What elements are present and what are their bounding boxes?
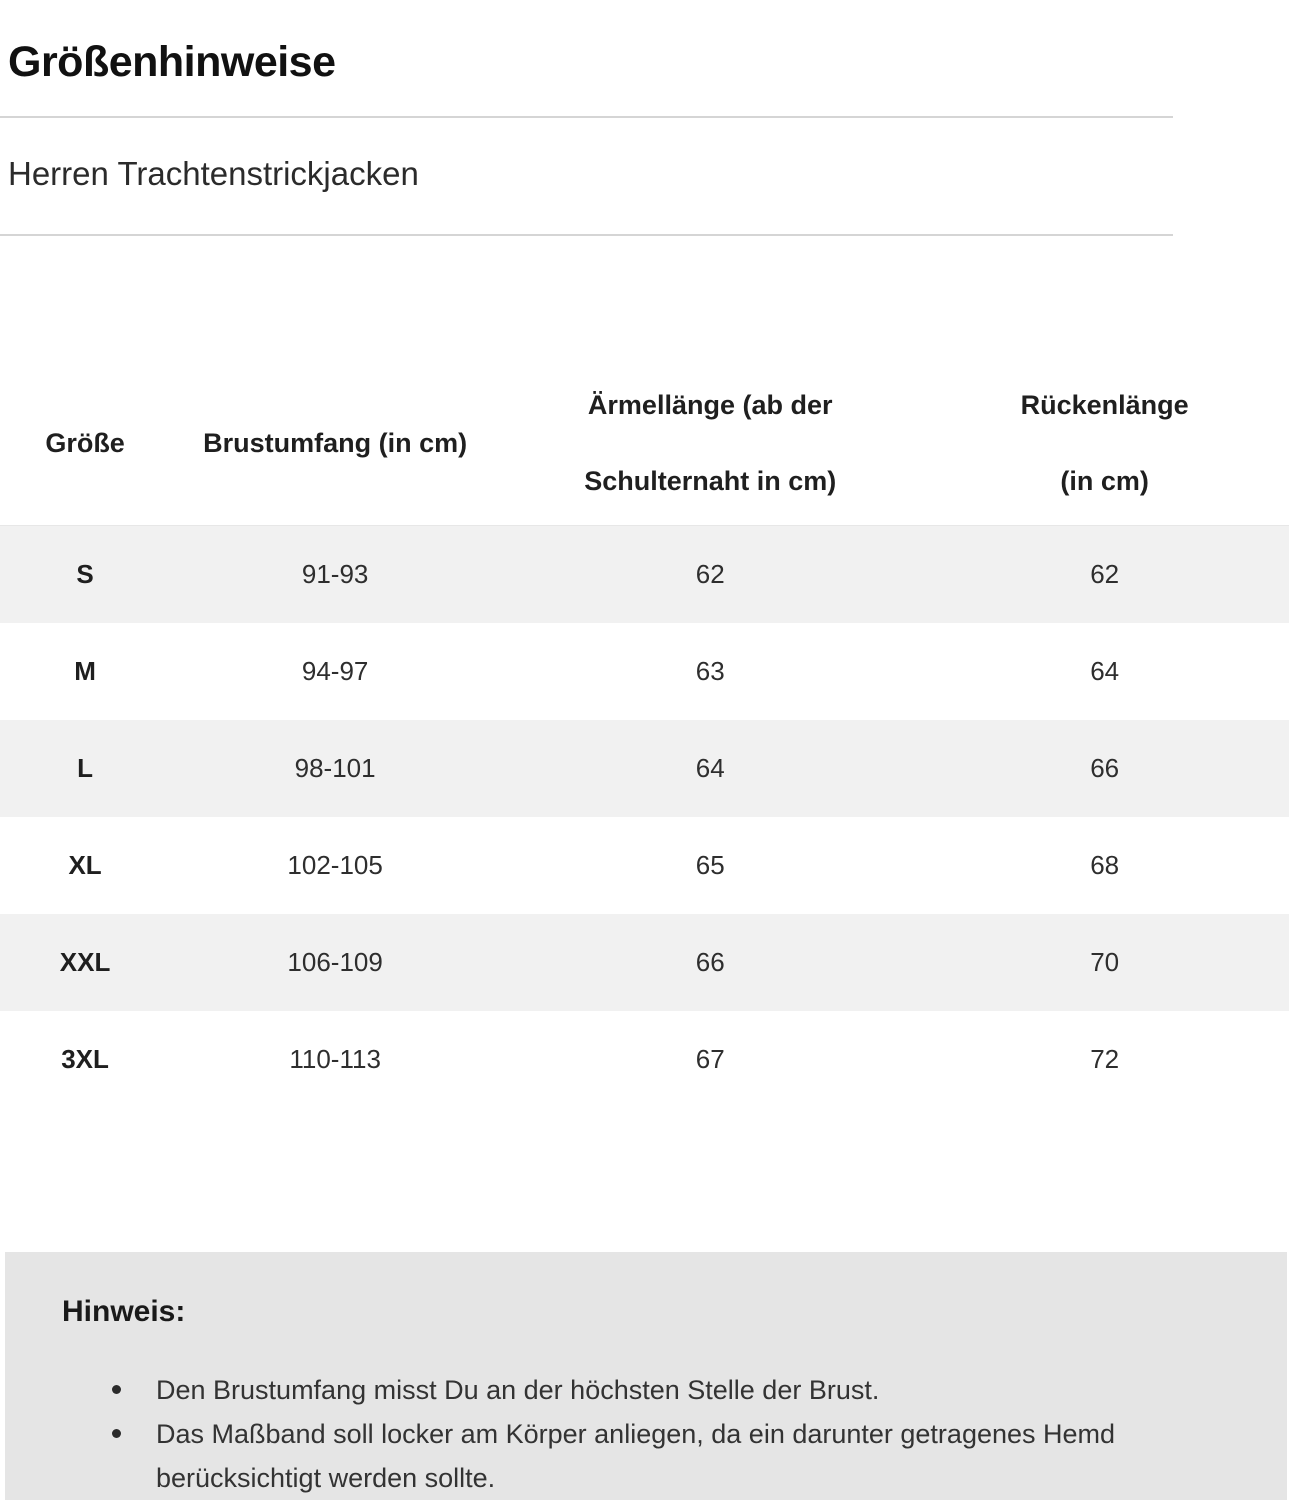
divider-top — [0, 116, 1173, 118]
size-cell: XXL — [59, 946, 111, 977]
note-list — [110, 1368, 1287, 1500]
sleeve-cell: 66 — [695, 946, 725, 977]
back-cell: 64 — [1090, 655, 1120, 686]
category-subtitle: Herren Trachtenstrickjacken — [8, 154, 419, 192]
sleeve-cell: 65 — [695, 849, 725, 880]
column-header-back-line2: (in cm) — [1060, 466, 1149, 497]
column-header-back — [920, 362, 1289, 526]
chest-cell: 102-105 — [287, 849, 383, 880]
sleeve-cell: 64 — [695, 752, 725, 783]
back-cell: 70 — [1090, 946, 1120, 977]
column-header-back-line1: Rückenlänge — [1020, 390, 1189, 421]
column-header-size: Größe — [45, 428, 125, 459]
size-cell: M — [74, 655, 96, 686]
table-row — [0, 817, 1289, 914]
back-cell: 68 — [1090, 849, 1120, 880]
back-cell: 66 — [1090, 752, 1120, 783]
table-row — [0, 1011, 1289, 1108]
table-row — [0, 720, 1289, 817]
note-heading: Hinweis: — [62, 1294, 186, 1328]
size-cell: S — [0, 525, 170, 623]
chest-cell: 94-97 — [301, 655, 369, 686]
size-cell: L — [77, 752, 94, 783]
chest-cell: 91-93 — [170, 525, 500, 623]
sleeve-cell: 67 — [695, 1043, 725, 1074]
column-header-chest: Brustumfang (in cm) — [203, 428, 468, 459]
note-bullet: Das Maßband soll locker am Körper anliegen, da ein darunter getragenes Hemd berücksichtigt werden sollte. — [110, 1412, 1256, 1500]
back-cell: 72 — [1090, 1043, 1120, 1074]
column-header-sleeve-line1: Ärmellänge (ab der — [587, 390, 833, 421]
note-box — [5, 1252, 1287, 1500]
back-cell: 62 — [920, 525, 1289, 623]
divider-subtitle — [0, 234, 1173, 236]
size-chart-header — [0, 362, 1289, 526]
sleeve-cell: 63 — [695, 655, 725, 686]
table-row — [0, 525, 1289, 623]
table-row — [0, 623, 1289, 720]
size-cell: XL — [68, 849, 102, 880]
chest-cell: 110-113 — [289, 1043, 381, 1074]
size-chart-table — [0, 362, 1289, 1108]
chest-cell: 98-101 — [294, 752, 376, 783]
table-row — [0, 914, 1289, 1011]
chest-cell: 106-109 — [287, 946, 383, 977]
size-cell: 3XL — [61, 1043, 109, 1074]
column-header-sleeve-line2: Schulternaht in cm) — [584, 466, 837, 497]
note-bullet: Den Brustumfang misst Du an der höchsten Stelle der Brust. — [110, 1368, 1256, 1412]
sleeve-cell: 62 — [500, 525, 920, 623]
column-header-sleeve — [500, 362, 920, 526]
page-title: Größenhinweise — [8, 37, 336, 86]
